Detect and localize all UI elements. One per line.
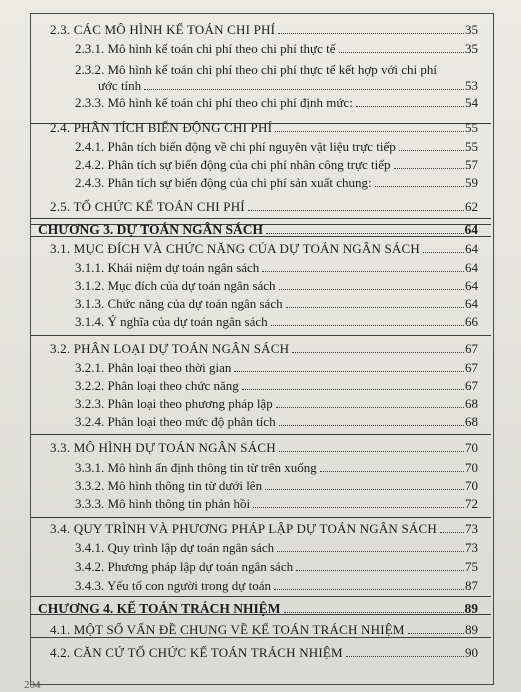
section-divider bbox=[31, 335, 491, 336]
toc-entry-3-3-2[interactable]: 3.3.2. Mô hình thông tin từ dưới lên 70 bbox=[75, 478, 478, 493]
toc-entry-3-4-3[interactable]: 3.4.3. Yếu tố con người trong dự toán 87 bbox=[75, 578, 478, 593]
toc-entry-2-4-2[interactable]: 2.4.2. Phân tích sự biến động của chi phí nhân công trực tiếp 57 bbox=[75, 157, 478, 172]
toc-entry-3-4-2[interactable]: 3.4.2. Phương pháp lập dự toán ngân sách 75 bbox=[75, 559, 478, 574]
toc-chapter-4[interactable]: CHƯƠNG 4. KẾ TOÁN TRÁCH NHIỆM 89 bbox=[38, 601, 478, 616]
toc-entry-3-1-2[interactable]: 3.1.2. Mục đích của dự toán ngân sách 64 bbox=[75, 278, 478, 293]
toc-entry-2-3[interactable]: 2.3. CÁC MÔ HÌNH KẾ TOÁN CHI PHÍ 35 bbox=[50, 22, 478, 37]
page-number: 204 bbox=[24, 679, 41, 691]
toc-entry-3-2-1[interactable]: 3.2.1. Phân loại theo thời gian 67 bbox=[75, 360, 478, 375]
section-divider bbox=[31, 517, 491, 518]
toc-chapter-3[interactable]: CHƯƠNG 3. DỰ TOÁN NGÂN SÁCH 64 bbox=[38, 222, 478, 237]
toc-entry-3-4-1[interactable]: 3.4.1. Quy trình lập dự toán ngân sách 73 bbox=[75, 540, 478, 555]
toc-entry-3-2-3[interactable]: 3.2.3. Phân loại theo phương pháp lập 68 bbox=[75, 396, 478, 411]
toc-entry-3-1-1[interactable]: 3.1.1. Khái niệm dự toán ngân sách 64 bbox=[75, 260, 478, 275]
toc-entry-3-1-3[interactable]: 3.1.3. Chức năng của dự toán ngân sách 64 bbox=[75, 296, 478, 311]
toc-entry-3-2-4[interactable]: 3.2.4. Phân loại theo mức độ phân tích 68 bbox=[75, 414, 478, 429]
toc-entry-4-1[interactable]: 4.1. MỘT SỐ VẤN ĐỀ CHUNG VỀ KẾ TOÁN TRÁCH NHIỆM 89 bbox=[50, 622, 478, 637]
toc-entry-2-5[interactable]: 2.5. TỔ CHỨC KẾ TOÁN CHI PHÍ 62 bbox=[50, 199, 478, 214]
toc-entry-3-2[interactable]: 3.2. PHÂN LOẠI DỰ TOÁN NGÂN SÁCH 67 bbox=[50, 341, 478, 356]
toc-entry-3-1[interactable]: 3.1. MỤC ĐÍCH VÀ CHỨC NĂNG CỦA DỰ TOÁN NGÂN SÁCH 64 bbox=[50, 241, 478, 256]
toc-entry-4-2[interactable]: 4.2. CĂN CỨ TỔ CHỨC KẾ TOÁN TRÁCH NHIỆM 90 bbox=[50, 645, 478, 660]
toc-entry-3-1-4[interactable]: 3.1.4. Ý nghĩa của dự toán ngân sách 66 bbox=[75, 314, 478, 329]
toc-entry-2-4[interactable]: 2.4. PHÂN TÍCH BIẾN ĐỘNG CHI PHÍ 55 bbox=[50, 120, 478, 135]
toc-entry-2-4-1[interactable]: 2.4.1. Phân tích biến động về chi phí nguyên vật liệu trực tiếp 55 bbox=[75, 139, 478, 154]
toc-entry-3-3[interactable]: 3.3. MÔ HÌNH DỰ TOÁN NGÂN SÁCH 70 bbox=[50, 440, 478, 455]
toc-entry-2-4-3[interactable]: 2.4.3. Phân tích sự biến động của chi phí sản xuất chung: 59 bbox=[75, 175, 478, 190]
toc-entry-3-3-1[interactable]: 3.3.1. Mô hình ấn định thông tin từ trên xuống 70 bbox=[75, 460, 478, 475]
section-divider bbox=[31, 596, 491, 597]
toc-entry-2-3-2[interactable]: 2.3.2. Mô hình kế toán chi phí theo chi phí thực tế kết hợp với chi phí bbox=[75, 62, 437, 77]
toc-entry-3-3-3[interactable]: 3.3.3. Mô hình thông tin phản hồi 72 bbox=[75, 496, 478, 511]
section-divider bbox=[31, 434, 491, 435]
toc-entry-2-3-2-continued[interactable]: ước tính 53 bbox=[98, 78, 478, 93]
section-divider bbox=[31, 218, 491, 219]
toc-entry-3-4[interactable]: 3.4. QUY TRÌNH VÀ PHƯƠNG PHÁP LẬP DỰ TOÁN NGÂN SÁCH 73 bbox=[50, 521, 478, 536]
toc-entry-3-2-2[interactable]: 3.2.2. Phân loại theo chức năng 67 bbox=[75, 378, 478, 393]
toc-entry-2-3-1[interactable]: 2.3.1. Mô hình kế toán chi phí theo chi phí thực tế 35 bbox=[75, 41, 478, 56]
toc-entry-2-3-3[interactable]: 2.3.3. Mô hình kế toán chi phí theo chi phí định mức: 54 bbox=[75, 95, 478, 110]
